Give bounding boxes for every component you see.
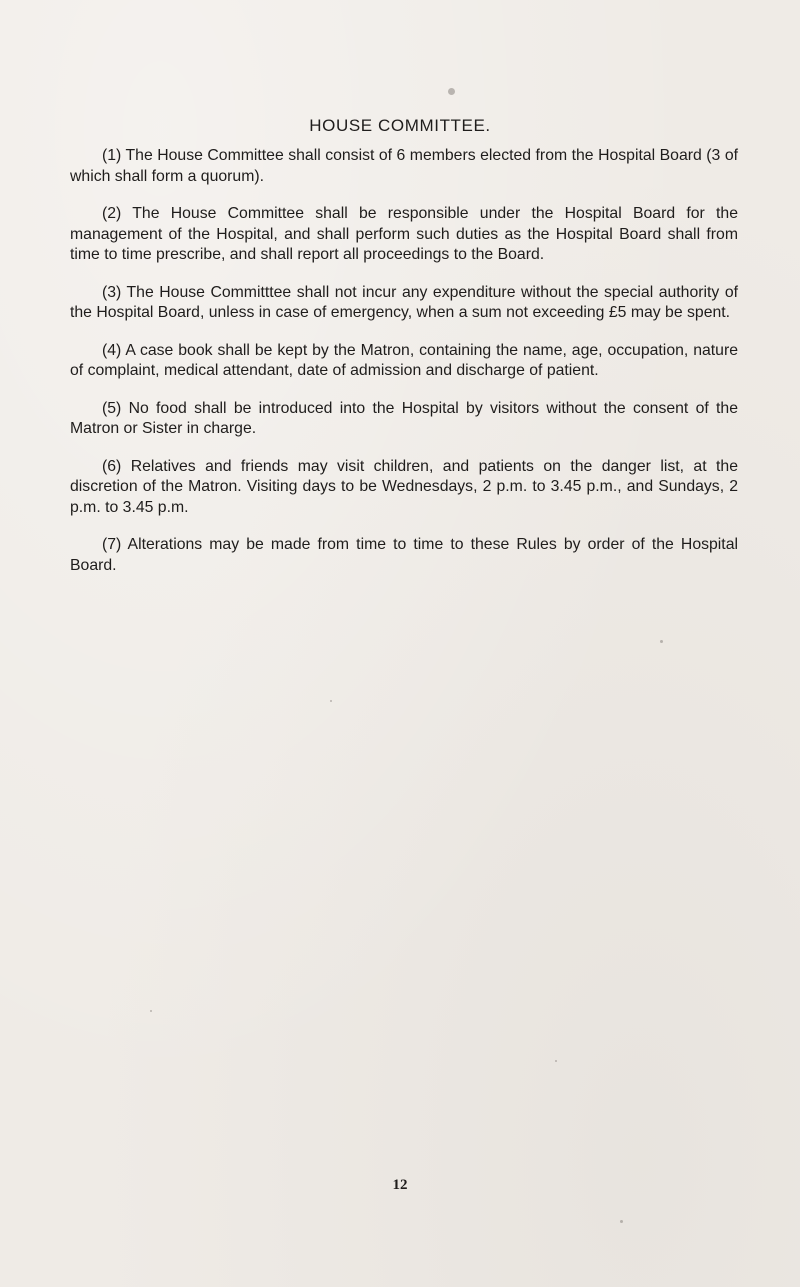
paper-speck	[660, 640, 663, 643]
paper-speck	[620, 1220, 623, 1223]
paper-speck	[330, 700, 332, 702]
rule-3: (3) The House Committtee shall not incur any expenditure without the special authority of the Hospital Board, unless in case of emergency, when a sum not exceeding £5 may be spent.	[70, 283, 738, 321]
rule-1: (1) The House Committee shall consist of 6 members elected from the Hospital Board (3 of which shall form a quorum).	[70, 147, 738, 185]
paper-speck	[555, 1060, 557, 1062]
rule-5: (5) No food shall be introduced into the Hospital by visitors without the consent of the Matron or Sister in charge.	[70, 399, 738, 437]
paper-speck	[448, 88, 455, 95]
rule-2: (2) The House Committee shall be responsible under the Hospital Board for the management of the Hospital, and shall perform such duties as the Hospital Board shall from time to time prescribe, and shall report all proceedings to the Board.	[70, 205, 738, 263]
rule-4: (4) A case book shall be kept by the Matron, containing the name, age, occupation, nature of complaint, medical attendant, date of admission and discharge of patient.	[70, 341, 738, 379]
paper-speck	[150, 1010, 152, 1012]
rule-7: (7) Alterations may be made from time to time to these Rules by order of the Hospital Board.	[70, 536, 738, 574]
page-number: 12	[392, 1177, 408, 1193]
page-title: HOUSE COMMITTEE.	[309, 116, 491, 135]
rule-6: (6) Relatives and friends may visit children, and patients on the danger list, at the discretion of the Matron. Visiting days to be Wednesdays, 2 p.m. to 3.45 p.m., and Sundays, 2 p.m. to 3.45 p.m.	[70, 457, 738, 516]
rules-list	[70, 146, 738, 593]
